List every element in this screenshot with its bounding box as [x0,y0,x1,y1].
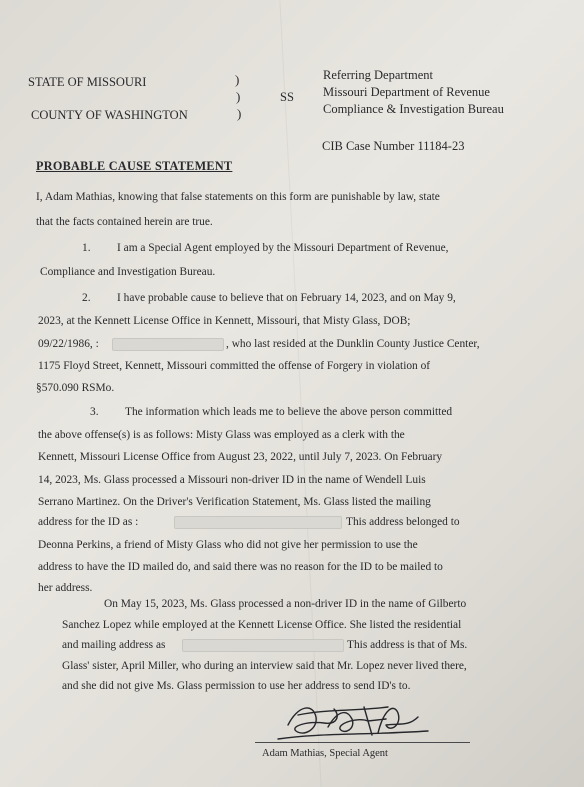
para1-line-2: Compliance and Investigation Bureau. [40,266,216,278]
paren-1: ) [235,72,240,87]
para3-line-7: Deonna Perkins, a friend of Misty Glass who did not give her permission to use the [38,539,418,551]
para3-line-1: The information which leads me to believe the above person committed [125,406,453,418]
para3-line-8: address to have the ID mailed do, and said there was no reason for the ID to be mailed to [38,561,443,573]
para2-line-2: 2023, at the Kennett License Office in Kennett, Missouri, that Misty Glass, DOB; [38,315,411,327]
para3-line-9: her address. [38,582,93,594]
dept-line-3: Compliance & Investigation Bureau [323,102,504,116]
paren-3: ) [237,106,242,121]
para4-line-1: On May 15, 2023, Ms. Glass processed a non-driver ID in the name of Gilberto [104,598,467,610]
para2-line-1: I have probable cause to believe that on February 14, 2023, and on May 9, [117,292,456,304]
para2-line-5: §570.090 RSMo. [36,382,115,394]
intro-line-1: I, Adam Mathias, knowing that false statements on this form are punishable by law, state [36,191,440,203]
para2-number: 2. [82,292,91,304]
dept-line-2: Missouri Department of Revenue [323,85,490,99]
para4-line-3b: This address is that of Ms. [347,639,468,651]
para3-line-3: Kennett, Missouri License Office from August 23, 2022, until July 7, 2023. On February [38,451,443,463]
signature-image [268,695,438,747]
para4-line-3a: and mailing address as [62,639,166,651]
intro-line-2: that the facts contained herein are true. [36,216,213,228]
para4-line-5: and she did not give Ms. Glass permission to use her address to send ID's to. [62,680,411,692]
case-number: CIB Case Number 11184-23 [322,139,465,153]
county-label: COUNTY OF WASHINGTON [31,108,188,122]
para3-line-4: 14, 2023, Ms. Glass processed a Missouri non-driver ID in the name of Wendell Luis [38,474,426,486]
ss-label: SS [280,90,294,104]
para3-line-6a: address for the ID as : [38,516,139,528]
redacted-ssn [112,338,224,351]
para1-number: 1. [82,242,91,254]
redacted-address-1 [174,516,342,529]
para4-line-4: Glass' sister, April Miller, who during an interview said that Mr. Lopez never lived there, [62,660,467,672]
para3-line-6b: This address belonged to [346,516,460,528]
para1-line-1: I am a Special Agent employed by the Missouri Department of Revenue, [117,242,449,254]
para2-line-3a: 09/22/1986, : [38,338,99,350]
para3-line-5: Serrano Martinez. On the Driver's Verification Statement, Ms. Glass listed the mailing [38,496,431,508]
redacted-address-2 [182,639,344,652]
para4-line-2: Sanchez Lopez while employed at the Kennett License Office. She listed the residential [62,619,462,631]
signature-name: Adam Mathias, Special Agent [262,748,388,759]
dept-line-1: Referring Department [323,68,434,82]
para3-number: 3. [90,406,99,418]
para2-line-4: 1175 Floyd Street, Kennett, Missouri committed the offense of Forgery in violation of [38,360,431,372]
state-label: STATE OF MISSOURI [28,75,147,89]
para2-line-3b: , who last resided at the Dunklin County Justice Center, [226,338,480,350]
paren-2: ) [236,89,241,104]
document-title: PROBABLE CAUSE STATEMENT [36,159,233,173]
signature-line [255,742,470,743]
para3-line-2: the above offense(s) is as follows: Misty Glass was employed as a clerk with the [38,429,405,441]
